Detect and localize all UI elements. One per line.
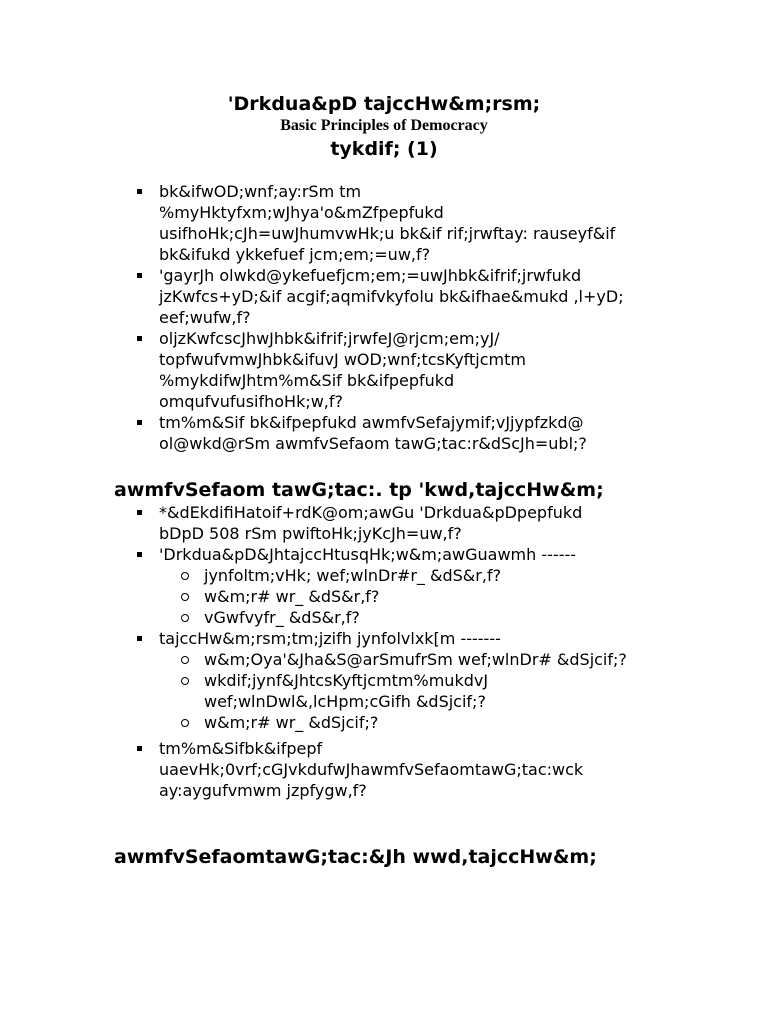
document-subtitle: Basic Principles of Democracy (280, 117, 488, 134)
list-item-text: tajccHw&m;rsm;tm;jzifh jynfolvlxk[m ------- (159, 629, 501, 648)
sub-list-item: wkdif;jynf&JhtcsKyftjcmtm%mukdvJ wef;wlnDwl&,lcHpm;cGifh &dSjcif;? (159, 670, 632, 712)
list-item (132, 544, 632, 628)
section2-list (132, 502, 632, 801)
section3-heading: awmfvSefaomtawG;tac:&Jh wwd,tajccHw&m; (114, 846, 597, 868)
part-label: tykdif; (1) (330, 138, 438, 160)
list-item-text: tm%m&Sifbk&ifpepf uaevHk;0vrf;cGJvkdufwJhawmfvSefaomtawG;tac:wck ay:aygufvmwm jzpfygw,f? (159, 739, 584, 800)
sub-list-item: vGwfvyfr_ &dS&r,f? (159, 607, 632, 628)
list-item-text: *&dEkdifiHatoif+rdK@om;awGu 'Drkdua&pDpepfukd bDpD 508 rSm pwiftoHk;jyKcJh=uw,f? (159, 503, 583, 543)
sub-list-item: w&m;Oya'&Jha&S@arSmufrSm wef;wlnDr# &dSjcif;? (159, 649, 632, 670)
list-item: bk&ifwOD;wnf;ay:rSm tm %myHktyfxm;wJhya'o&mZfpepfukd usifhoHk;cJh=uwJhumvwHk;u bk&if rif;jrwftay: rauseyf&if bk&ifukd ykkefuef jcm;em;=uw,f? (132, 181, 632, 265)
sub-list (159, 565, 632, 628)
sub-list-item: w&m;r# wr_ &dSjcif;? (159, 712, 632, 733)
list-item: oljzKwfcscJhwJhbk&ifrif;jrwfeJ@rjcm;em;yJ/ topfwufvmwJhbk&ifuvJ wOD;wnf;tcsKyftjcmtm %mykdifwJhtm%m&Sif bk&ifpepfukd omqufvufusifhoHk;w,f? (132, 328, 632, 412)
section1-list (132, 181, 632, 454)
list-item: tm%m&Sif bk&ifpepfukd awmfvSefajymif;vJjypfzkd@ ol@wkd@rSm awmfvSefaom tawG;tac:r&dScJh=ubl;? (132, 412, 632, 454)
list-item (132, 628, 632, 733)
list-item (132, 502, 632, 544)
list-item: 'gayrJh olwkd@ykefuefjcm;em;=uwJhbk&ifrif;jrwfukd jzKwfcs+yD;&if acgif;aqmifvkyfolu bk&ifhae&mukd ,l+yD; eef;wufw,f? (132, 265, 632, 328)
sub-list (159, 649, 632, 733)
sub-list-item: w&m;r# wr_ &dS&r,f? (159, 586, 632, 607)
section2-heading: awmfvSefaom tawG;tac:. tp 'kwd,tajccHw&m; (114, 479, 604, 501)
document-title: 'Drkdua&pD tajccHw&m;rsm; (227, 93, 541, 115)
list-item-text: 'Drkdua&pD&JhtajccHtusqHk;w&m;awGuawmh ------ (159, 545, 577, 564)
list-item (132, 738, 632, 801)
sub-list-item: jynfoltm;vHk; wef;wlnDr#r_ &dS&r,f? (159, 565, 632, 586)
